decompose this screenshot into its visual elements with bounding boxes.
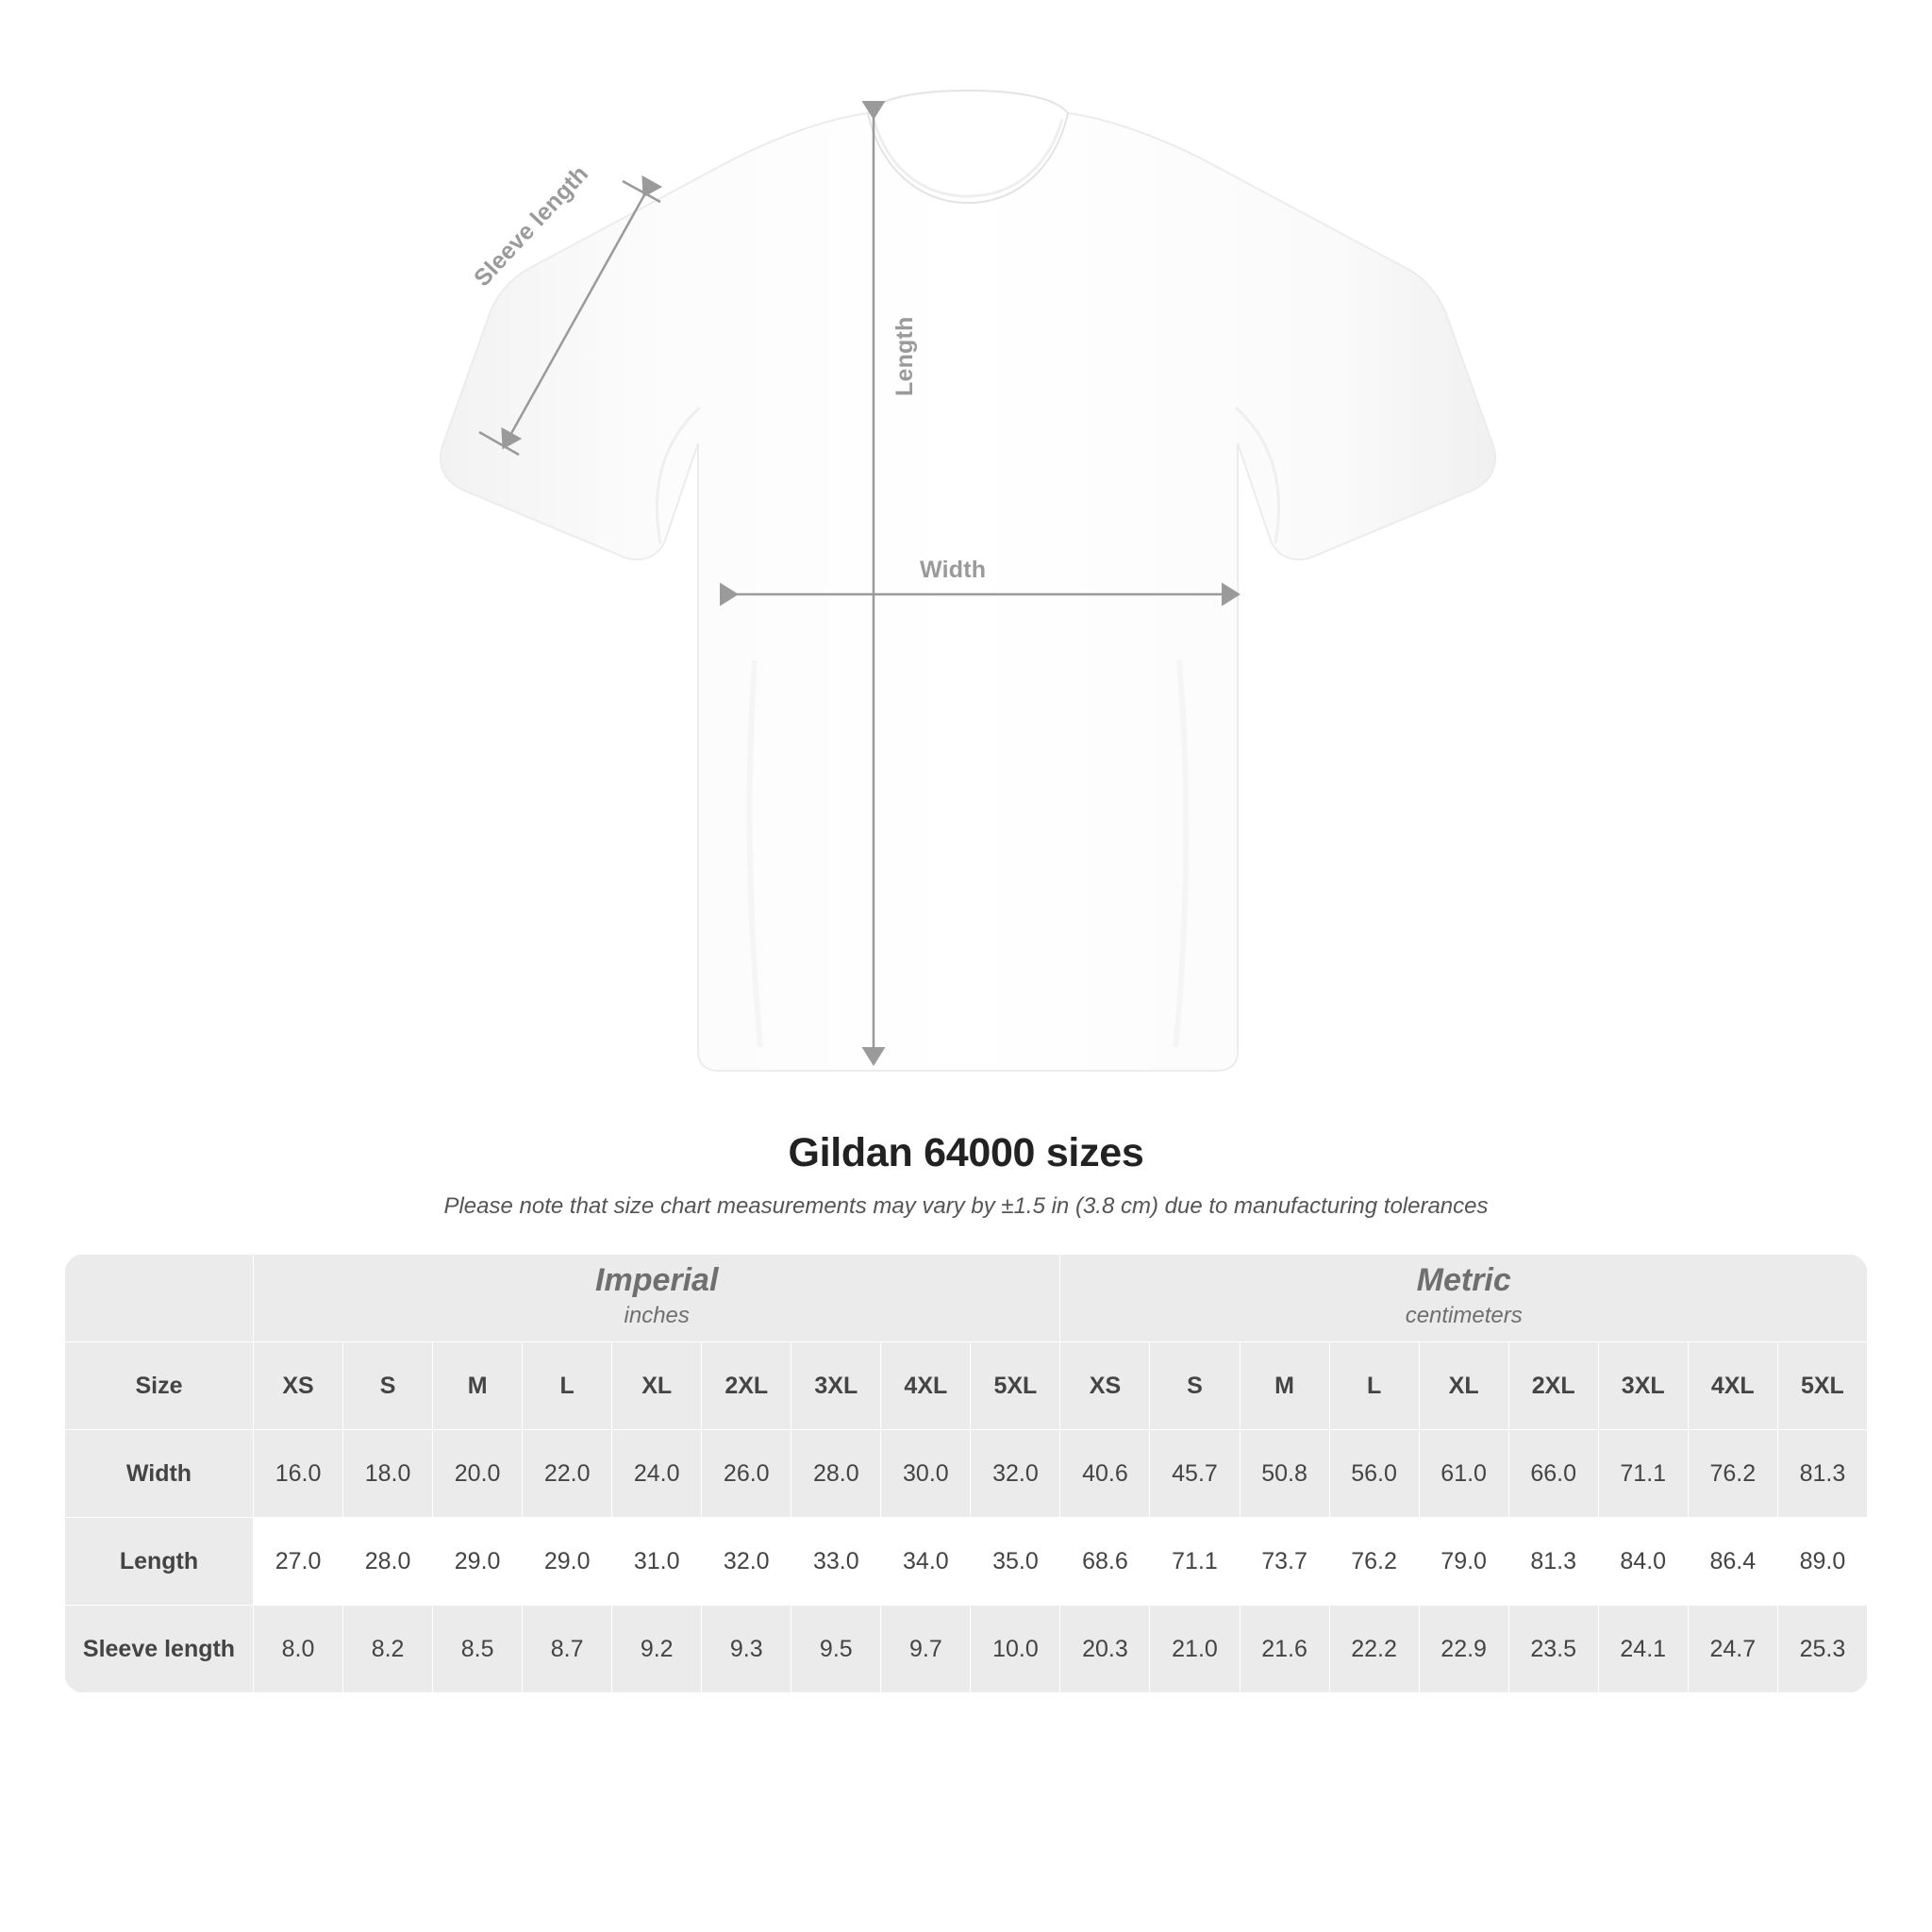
table-cell: 50.8: [1240, 1430, 1329, 1518]
table-cell: 86.4: [1688, 1518, 1777, 1606]
table-cell: 23.5: [1508, 1606, 1598, 1693]
page-title: Gildan 64000 sizes: [788, 1130, 1144, 1175]
table-cell: 16.0: [254, 1430, 343, 1518]
table-cell: 9.2: [612, 1606, 702, 1693]
table-cell: 76.2: [1688, 1430, 1777, 1518]
unit-group-metric-name: Metric: [1416, 1262, 1511, 1299]
size-header-cell: L: [523, 1342, 612, 1430]
table-cell: 22.9: [1419, 1606, 1508, 1693]
sleeve-length-label: Sleeve length: [469, 160, 594, 292]
table-cell: 84.0: [1598, 1518, 1688, 1606]
size-header-row: [65, 1342, 1868, 1430]
width-label: Width: [920, 557, 987, 583]
table-cell: 9.3: [702, 1606, 791, 1693]
table-cell: 31.0: [612, 1518, 702, 1606]
title-block: [0, 1130, 1932, 1220]
table-cell: 30.0: [881, 1430, 971, 1518]
table-cell: 71.1: [1150, 1518, 1240, 1606]
table-cell: 28.0: [791, 1430, 881, 1518]
table-cell: 18.0: [343, 1430, 433, 1518]
table-cell: 25.3: [1777, 1606, 1867, 1693]
size-header-cell: M: [433, 1342, 523, 1430]
table-cell: 21.6: [1240, 1606, 1329, 1693]
row-header-cell: Sleeve length: [65, 1606, 254, 1693]
table-corner-cell: [65, 1255, 254, 1342]
table-cell: 79.0: [1419, 1518, 1508, 1606]
table-cell: 8.0: [254, 1606, 343, 1693]
table-cell: 21.0: [1150, 1606, 1240, 1693]
table-cell: 34.0: [881, 1518, 971, 1606]
size-header-cell: 4XL: [881, 1342, 971, 1430]
table-cell: 81.3: [1508, 1518, 1598, 1606]
table-cell: 35.0: [971, 1518, 1060, 1606]
size-header-cell: XL: [612, 1342, 702, 1430]
table-cell: 20.0: [433, 1430, 523, 1518]
unit-group-metric: [1060, 1255, 1868, 1342]
table-cell: 10.0: [971, 1606, 1060, 1693]
table-cell: 89.0: [1777, 1518, 1867, 1606]
table-cell: 76.2: [1329, 1518, 1419, 1606]
table-cell: 32.0: [971, 1430, 1060, 1518]
table-cell: 71.1: [1598, 1430, 1688, 1518]
table-cell: 8.2: [343, 1606, 433, 1693]
length-label: Length: [891, 316, 918, 396]
unit-group-imperial-sub: inches: [624, 1302, 690, 1328]
table-cell: 32.0: [702, 1518, 791, 1606]
size-header-cell: 3XL: [1598, 1342, 1688, 1430]
size-header-cell: 3XL: [791, 1342, 881, 1430]
table-cell: 68.6: [1060, 1518, 1150, 1606]
size-header-cell: XL: [1419, 1342, 1508, 1430]
table-cell: 66.0: [1508, 1430, 1598, 1518]
unit-group-metric-sub: centimeters: [1405, 1302, 1523, 1328]
size-header-cell: S: [1150, 1342, 1240, 1430]
table-row: [65, 1606, 1868, 1693]
table-cell: 22.0: [523, 1430, 612, 1518]
size-header-cell: 2XL: [1508, 1342, 1598, 1430]
table-cell: 26.0: [702, 1430, 791, 1518]
size-header-cell: L: [1329, 1342, 1419, 1430]
table-cell: 56.0: [1329, 1430, 1419, 1518]
table-cell: 24.0: [612, 1430, 702, 1518]
size-header-cell: 5XL: [971, 1342, 1060, 1430]
unit-group-header-row: [65, 1255, 1868, 1342]
table-row: [65, 1430, 1868, 1518]
table-cell: 8.5: [433, 1606, 523, 1693]
row-header-cell: Width: [65, 1430, 254, 1518]
table-cell: 45.7: [1150, 1430, 1240, 1518]
size-header-cell: 4XL: [1688, 1342, 1777, 1430]
size-header-label: Size: [65, 1342, 254, 1430]
size-header-cell: M: [1240, 1342, 1329, 1430]
table-row: [65, 1518, 1868, 1606]
table-cell: 9.7: [881, 1606, 971, 1693]
table-cell: 20.3: [1060, 1606, 1150, 1693]
size-header-cell: XS: [1060, 1342, 1150, 1430]
size-header-cell: 5XL: [1777, 1342, 1867, 1430]
unit-group-imperial-name: Imperial: [595, 1262, 719, 1299]
table-cell: 40.6: [1060, 1430, 1150, 1518]
table-cell: 73.7: [1240, 1518, 1329, 1606]
size-header-cell: S: [343, 1342, 433, 1430]
table-cell: 27.0: [254, 1518, 343, 1606]
unit-group-imperial: [254, 1255, 1060, 1342]
table-cell: 22.2: [1329, 1606, 1419, 1693]
table-cell: 81.3: [1777, 1430, 1867, 1518]
size-header-cell: XS: [254, 1342, 343, 1430]
table-cell: 28.0: [343, 1518, 433, 1606]
table-cell: 8.7: [523, 1606, 612, 1693]
size-table: [64, 1254, 1868, 1693]
table-cell: 29.0: [523, 1518, 612, 1606]
table-cell: 24.7: [1688, 1606, 1777, 1693]
table-cell: 9.5: [791, 1606, 881, 1693]
table-cell: 24.1: [1598, 1606, 1688, 1693]
tolerance-note: Please note that size chart measurements may vary by ±1.5 in (3.8 cm) due to manufacturing tolerances: [443, 1193, 1489, 1219]
size-table-body: [65, 1430, 1868, 1693]
size-table-container: [64, 1254, 1868, 1693]
size-header-cell: 2XL: [702, 1342, 791, 1430]
table-cell: 33.0: [791, 1518, 881, 1606]
row-header-cell: Length: [65, 1518, 254, 1606]
table-cell: 29.0: [433, 1518, 523, 1606]
table-cell: 61.0: [1419, 1430, 1508, 1518]
